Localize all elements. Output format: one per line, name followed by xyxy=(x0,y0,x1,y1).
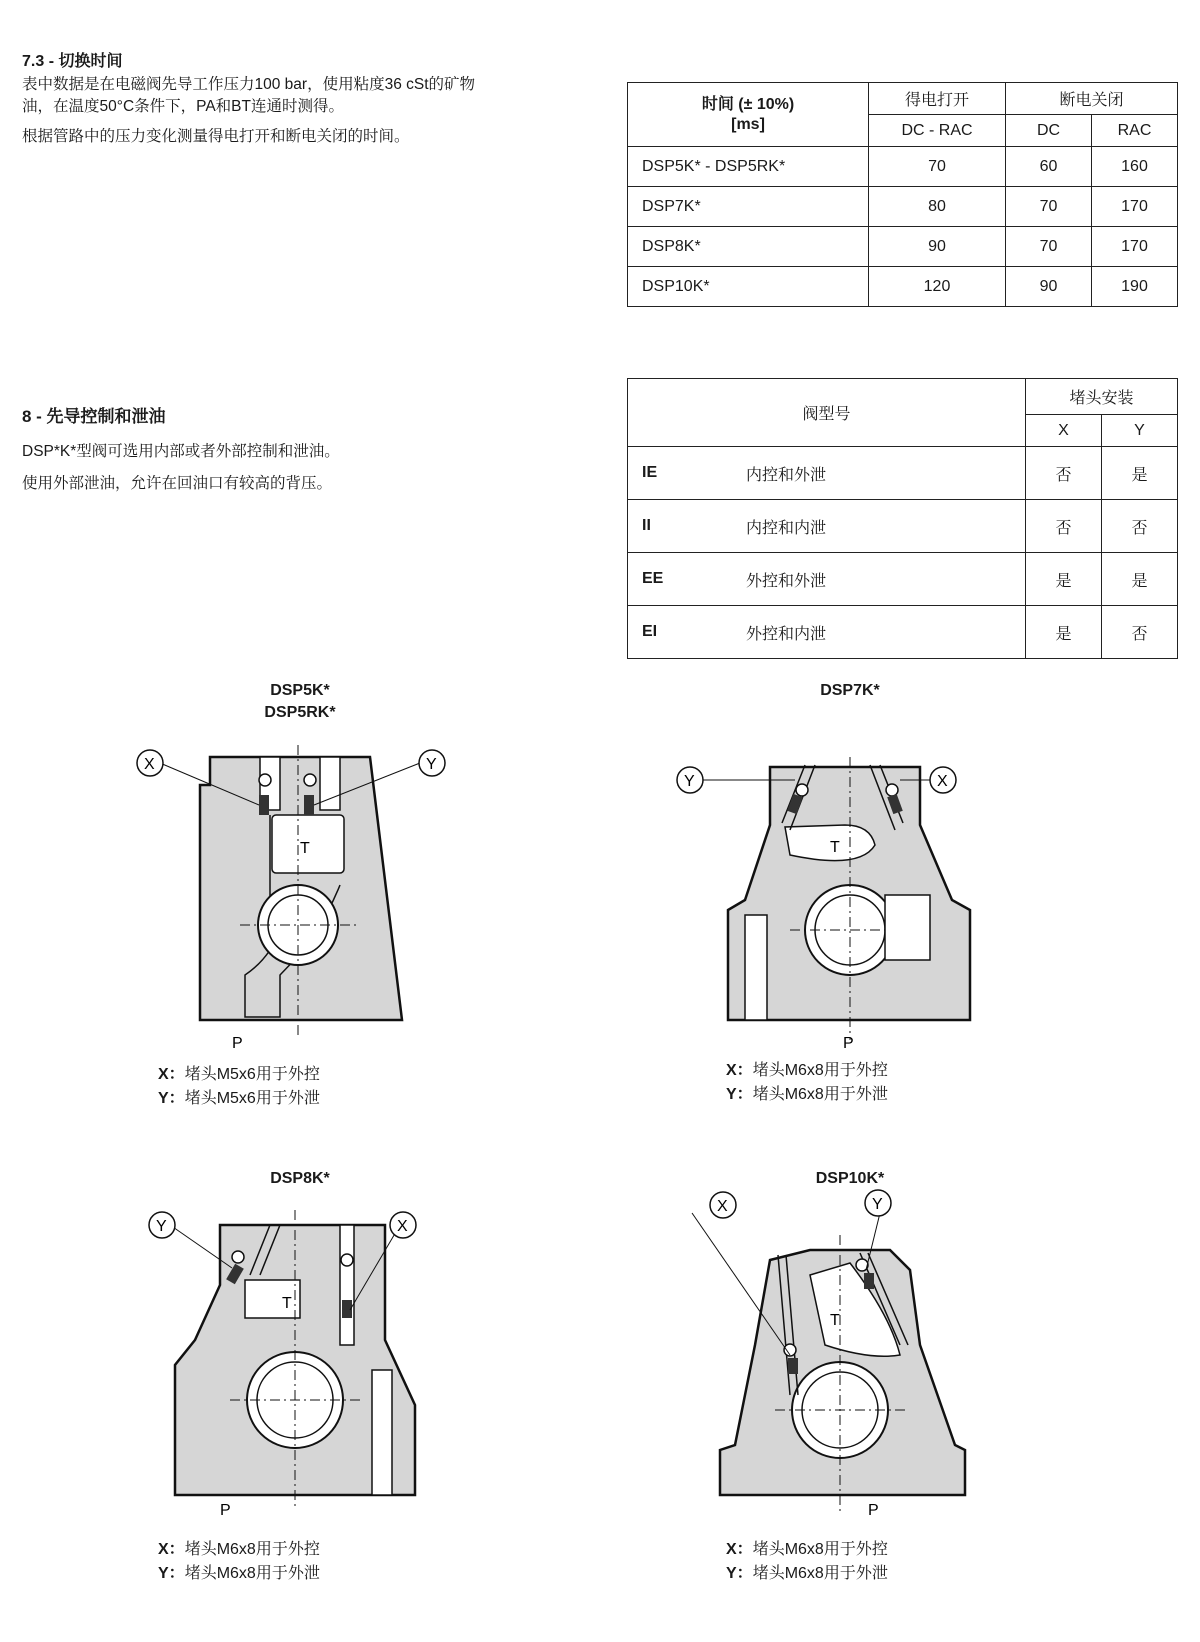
note-y-text: 堵头M6x8用于外泄 xyxy=(752,1086,888,1103)
note-x-label: X： xyxy=(158,1541,185,1558)
table-row xyxy=(628,606,1178,659)
x-plug xyxy=(259,795,269,815)
description-cell: 内控和内泄 xyxy=(732,500,1026,553)
dsp10k-x-callout xyxy=(708,1190,738,1220)
diagram-title xyxy=(750,680,950,702)
diagram-title xyxy=(200,680,400,724)
value-cell: 170 xyxy=(1092,187,1178,227)
table-row xyxy=(628,227,1178,267)
note-y-text: 堵头M5x6用于外泄 xyxy=(184,1090,320,1107)
dsp5k-section-drawing xyxy=(120,735,480,1055)
value-cell: 190 xyxy=(1092,267,1178,307)
section-8-heading: 8 - 先导控制和泄油 xyxy=(22,407,166,426)
p-port-label: P xyxy=(220,1502,231,1519)
dsp10k-section-drawing xyxy=(700,1195,1000,1535)
dsp7k-section-drawing xyxy=(684,745,1030,1055)
diagram-notes xyxy=(726,1059,888,1107)
y-passage-hole xyxy=(796,784,808,796)
x-passage xyxy=(340,1225,354,1345)
diagram-title-line: DSP7K* xyxy=(820,682,880,699)
plug-header: 堵头安装 xyxy=(1026,379,1178,415)
value-cell: 是 xyxy=(1102,553,1178,606)
switching-time-table xyxy=(627,82,1178,307)
diagram-title-line: DSP10K* xyxy=(815,1170,885,1187)
description-line: 油，在温度50°C条件下，PA和BT连通时测得。 xyxy=(22,98,344,115)
description-cell: 外控和内泄 xyxy=(732,606,1026,659)
x-callout-label: X xyxy=(397,1218,408,1235)
diagram-notes xyxy=(158,1538,320,1586)
table-row xyxy=(628,187,1178,227)
code-cell: IE xyxy=(628,447,733,500)
table-row xyxy=(628,267,1178,307)
time-header-label: 时间 (± 10%) xyxy=(701,95,795,113)
pilot-drain-table xyxy=(627,378,1178,659)
diagram-notes xyxy=(158,1063,320,1111)
y-callout-label: Y xyxy=(426,756,437,773)
diagram-title xyxy=(200,1168,400,1190)
y-passage-hole xyxy=(232,1251,244,1263)
note-y-label: Y： xyxy=(158,1090,185,1107)
y-plug xyxy=(864,1273,874,1289)
x-passage-hole xyxy=(341,1254,353,1266)
model-cell: DSP8K* xyxy=(628,227,869,267)
y-passage-hole xyxy=(304,774,316,786)
t-port-label: T xyxy=(300,840,310,857)
value-cell: 90 xyxy=(869,227,1006,267)
t-port-label: T xyxy=(830,1312,840,1329)
value-cell: 否 xyxy=(1026,447,1102,500)
note-x-text: 堵头M6x8用于外控 xyxy=(752,1062,888,1079)
sub-header-dc: DC xyxy=(1006,115,1092,147)
y-plug xyxy=(304,795,314,815)
code-cell: EE xyxy=(628,553,733,606)
sub-header-x: X xyxy=(1026,415,1102,447)
description-line: 使用外部泄油，允许在回油口有较高的背压。 xyxy=(22,475,333,492)
value-cell: 70 xyxy=(1006,227,1092,267)
x-passage-hole xyxy=(259,774,271,786)
t-port-label: T xyxy=(282,1295,292,1312)
table-row xyxy=(628,500,1178,553)
description-cell: 外控和外泄 xyxy=(732,553,1026,606)
value-cell: 是 xyxy=(1026,606,1102,659)
diagram-title xyxy=(750,1168,950,1190)
note-y-label: Y： xyxy=(726,1565,753,1582)
time-header-unit: [ms] xyxy=(731,115,765,133)
model-cell: DSP10K* xyxy=(628,267,869,307)
x-callout-label: X xyxy=(937,773,948,790)
note-y-label: Y： xyxy=(158,1565,185,1582)
p-port-label: P xyxy=(232,1035,243,1052)
diagram-title-line: DSP8K* xyxy=(270,1170,330,1187)
value-cell: 70 xyxy=(1006,187,1092,227)
note-y-text: 堵头M6x8用于外泄 xyxy=(752,1565,888,1582)
note-x-text: 堵头M6x8用于外控 xyxy=(752,1541,888,1558)
description-cell: 内控和外泄 xyxy=(732,447,1026,500)
note-x-text: 堵头M5x6用于外控 xyxy=(184,1066,320,1083)
note-x-text: 堵头M6x8用于外控 xyxy=(184,1541,320,1558)
value-cell: 否 xyxy=(1102,500,1178,553)
value-cell: 否 xyxy=(1026,500,1102,553)
note-x-label: X： xyxy=(726,1062,753,1079)
note-y-text: 堵头M6x8用于外泄 xyxy=(184,1565,320,1582)
description-line: 根据管路中的压力变化测量得电打开和断电关闭的时间。 xyxy=(22,128,410,145)
p-port-label: P xyxy=(843,1035,854,1052)
sub-header-y: Y xyxy=(1102,415,1178,447)
value-cell: 是 xyxy=(1102,447,1178,500)
value-cell: 是 xyxy=(1026,553,1102,606)
note-x-label: X： xyxy=(726,1541,753,1558)
note-y-label: Y： xyxy=(726,1086,753,1103)
y-callout-label: Y xyxy=(872,1196,883,1213)
value-cell: 60 xyxy=(1006,147,1092,187)
time-header xyxy=(628,83,869,147)
x-callout-label: X xyxy=(717,1198,728,1215)
diagram-notes xyxy=(726,1538,888,1586)
value-cell: 90 xyxy=(1006,267,1092,307)
dsp8k-section-drawing xyxy=(150,1200,450,1530)
value-cell: 80 xyxy=(869,187,1006,227)
t-port-label: T xyxy=(830,839,840,856)
model-header: 阀型号 xyxy=(628,379,1026,447)
x-plug xyxy=(788,1358,798,1374)
value-cell: 120 xyxy=(869,267,1006,307)
table-row xyxy=(628,553,1178,606)
sub-header-rac: RAC xyxy=(1092,115,1178,147)
side-bore xyxy=(372,1370,392,1495)
model-cell: DSP5K* - DSP5RK* xyxy=(628,147,869,187)
sub-header-dc-rac: DC - RAC xyxy=(869,115,1006,147)
description-line: 表中数据是在电磁阀先导工作压力100 bar，使用粘度36 cSt的矿物 xyxy=(22,76,476,93)
spool-chamber xyxy=(885,895,930,960)
side-bore xyxy=(745,915,767,1020)
table-row xyxy=(628,447,1178,500)
value-cell: 160 xyxy=(1092,147,1178,187)
diagram-title-line: DSP5K* xyxy=(270,682,330,699)
energizing-header: 得电打开 xyxy=(869,83,1006,115)
x-callout-label: X xyxy=(144,756,155,773)
value-cell: 70 xyxy=(869,147,1006,187)
description-line: DSP*K*型阀可选用内部或者外部控制和泄油。 xyxy=(22,443,340,460)
model-cell: DSP7K* xyxy=(628,187,869,227)
note-x-label: X： xyxy=(158,1066,185,1083)
code-cell: II xyxy=(628,500,733,553)
y-callout-label: Y xyxy=(684,773,695,790)
p-port-label: P xyxy=(868,1502,879,1519)
section-7-3-description xyxy=(22,74,582,148)
code-cell: EI xyxy=(628,606,733,659)
section-7-3-heading: 7.3 - 切换时间 xyxy=(22,53,123,70)
value-cell: 否 xyxy=(1102,606,1178,659)
y-callout-label: Y xyxy=(156,1218,167,1235)
diagram-title-line: DSP5RK* xyxy=(264,704,336,721)
section-8-description xyxy=(22,436,582,500)
de-energizing-header: 断电关闭 xyxy=(1006,83,1178,115)
value-cell: 170 xyxy=(1092,227,1178,267)
table-row xyxy=(628,147,1178,187)
